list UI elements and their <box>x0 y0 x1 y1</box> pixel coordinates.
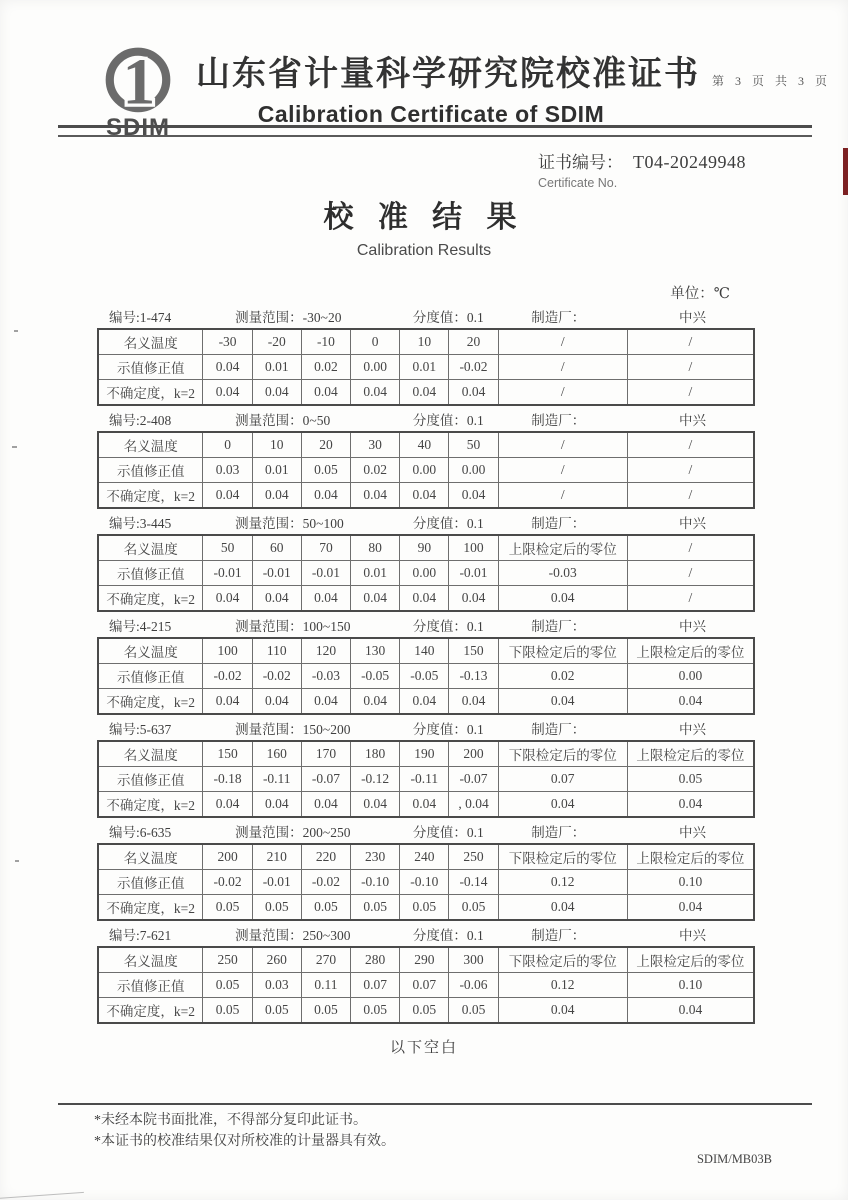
value-cell: 150 <box>203 741 252 767</box>
value-cell: 0.05 <box>400 998 449 1024</box>
row-label: 名义温度 <box>98 638 203 664</box>
value-cell: / <box>498 432 627 458</box>
value-cell: -0.01 <box>301 561 350 586</box>
value-cell: 0.04 <box>301 483 350 509</box>
value-cell: 50 <box>203 535 252 561</box>
calibration-table-block <box>97 715 755 818</box>
table-row <box>98 689 754 715</box>
value-cell: -0.06 <box>449 973 498 998</box>
table-meta-maker: 中兴 <box>678 927 706 943</box>
svg-text:1: 1 <box>122 46 156 119</box>
value-cell: 170 <box>301 741 350 767</box>
table-meta-division: 分度值：0.1 <box>412 824 484 840</box>
scan-mark <box>14 330 18 332</box>
value-cell: 0.04 <box>252 380 301 406</box>
value-cell: 0.04 <box>203 355 252 380</box>
value-cell: / <box>627 561 754 586</box>
value-cell: 0.04 <box>252 586 301 612</box>
value-cell: 0.02 <box>351 458 400 483</box>
table-meta <box>97 509 755 534</box>
document-title-en: Calibration Certificate of SDIM <box>257 101 605 127</box>
row-label: 名义温度 <box>98 844 203 870</box>
value-cell: -0.07 <box>449 767 498 792</box>
footnotes <box>94 1110 395 1152</box>
table-meta-maker: 中兴 <box>678 721 706 737</box>
table-meta <box>97 818 755 843</box>
value-cell: -0.07 <box>301 767 350 792</box>
value-cell: 0.05 <box>449 895 498 921</box>
calibration-table-block <box>97 818 755 921</box>
form-code: SDIM/MB03B <box>696 1152 772 1166</box>
table-row <box>98 844 754 870</box>
value-cell: -0.02 <box>301 870 350 895</box>
value-cell: 0.04 <box>252 792 301 818</box>
calibration-table <box>97 843 755 921</box>
table-row <box>98 535 754 561</box>
value-cell: 0.04 <box>301 586 350 612</box>
value-cell: -0.10 <box>351 870 400 895</box>
table-meta-division: 分度值：0.1 <box>412 515 484 531</box>
value-cell: 0.04 <box>449 380 498 406</box>
value-cell: 0 <box>203 432 252 458</box>
calibration-tables <box>97 303 755 1024</box>
value-cell: / <box>627 483 754 509</box>
table-meta-no: 编号:1-474 <box>109 309 172 325</box>
value-cell: -0.11 <box>252 767 301 792</box>
value-cell: / <box>498 483 627 509</box>
value-cell: / <box>627 458 754 483</box>
unit-label: 单位：℃ <box>670 286 730 302</box>
value-cell: 0.04 <box>498 895 627 921</box>
value-cell: 90 <box>400 535 449 561</box>
table-meta <box>97 406 755 431</box>
certificate-number-block <box>538 148 788 190</box>
calibration-table <box>97 431 755 509</box>
value-cell: 180 <box>351 741 400 767</box>
value-cell: 230 <box>351 844 400 870</box>
value-cell: 0.04 <box>498 689 627 715</box>
value-cell: 0.07 <box>351 973 400 998</box>
row-label: 名义温度 <box>98 535 203 561</box>
certificate-number-label: 证书编号： <box>538 153 623 172</box>
value-cell: 0.00 <box>400 561 449 586</box>
value-cell: -0.05 <box>351 664 400 689</box>
table-meta <box>97 715 755 740</box>
value-cell: 160 <box>252 741 301 767</box>
row-label: 示值修正值 <box>98 973 203 998</box>
sdim-logo-icon <box>92 38 184 120</box>
value-cell: 0.05 <box>351 895 400 921</box>
value-cell: 0.04 <box>400 483 449 509</box>
value-cell: 110 <box>252 638 301 664</box>
calibration-table <box>97 740 755 818</box>
value-cell: 0.04 <box>400 380 449 406</box>
value-cell: 120 <box>301 638 350 664</box>
value-cell: 270 <box>301 947 350 973</box>
value-cell: 20 <box>449 329 498 355</box>
scan-mark <box>0 1192 84 1199</box>
value-cell: / <box>627 329 754 355</box>
value-cell: 0.04 <box>301 792 350 818</box>
value-cell: 0.03 <box>203 458 252 483</box>
value-cell: 0.05 <box>203 895 252 921</box>
row-label: 名义温度 <box>98 329 203 355</box>
value-cell: 0.04 <box>351 586 400 612</box>
value-cell: 0.04 <box>627 792 754 818</box>
value-cell: 210 <box>252 844 301 870</box>
value-cell: 0.10 <box>627 973 754 998</box>
value-cell: 0.04 <box>252 483 301 509</box>
table-meta-maker: 中兴 <box>678 412 706 428</box>
table-meta-no: 编号:6-635 <box>109 824 172 840</box>
table-meta-maker-label: 制造厂： <box>531 618 586 634</box>
value-cell: 0.04 <box>498 586 627 612</box>
calibration-table <box>97 637 755 715</box>
table-row <box>98 870 754 895</box>
table-row <box>98 664 754 689</box>
value-cell: -0.03 <box>301 664 350 689</box>
value-cell: 190 <box>400 741 449 767</box>
value-cell: 0.01 <box>252 458 301 483</box>
value-cell: 20 <box>301 432 350 458</box>
value-cell: 0.04 <box>449 689 498 715</box>
value-cell: / <box>498 380 627 406</box>
value-cell: 0.04 <box>301 380 350 406</box>
value-cell: 0.00 <box>627 664 754 689</box>
table-meta-maker-label: 制造厂： <box>531 412 586 428</box>
value-cell: 100 <box>203 638 252 664</box>
value-cell: 0.04 <box>627 998 754 1024</box>
row-label: 不确定度，k=2 <box>98 792 203 818</box>
value-cell: 0.04 <box>203 689 252 715</box>
table-row <box>98 355 754 380</box>
row-label: 名义温度 <box>98 432 203 458</box>
row-label: 示值修正值 <box>98 664 203 689</box>
page-number-info: 第 3 页 共 3 页 <box>712 74 832 88</box>
calibration-table <box>97 946 755 1024</box>
blank-below-note: 以下空白 <box>389 1040 458 1056</box>
value-cell: 0.04 <box>203 483 252 509</box>
value-cell: 0.05 <box>400 895 449 921</box>
table-meta <box>97 921 755 946</box>
value-cell: 280 <box>351 947 400 973</box>
table-meta-range: 测量范围：150~200 <box>235 721 351 737</box>
table-row <box>98 586 754 612</box>
table-meta-range: 测量范围：100~150 <box>235 618 351 634</box>
table-meta-maker: 中兴 <box>678 515 706 531</box>
table-row <box>98 973 754 998</box>
table-row <box>98 767 754 792</box>
table-row <box>98 329 754 355</box>
scan-artifact-red-edge <box>843 148 848 195</box>
sdim-logo-text: SDIM <box>106 114 170 141</box>
table-row <box>98 380 754 406</box>
row-label: 不确定度，k=2 <box>98 380 203 406</box>
certificate-number-sublabel: Certificate No. <box>538 176 618 190</box>
value-cell: 0.05 <box>203 998 252 1024</box>
table-row <box>98 432 754 458</box>
row-label: 名义温度 <box>98 947 203 973</box>
row-label: 不确定度，k=2 <box>98 895 203 921</box>
value-cell: 0.11 <box>301 973 350 998</box>
value-cell: 0.04 <box>203 792 252 818</box>
value-cell: 0.04 <box>351 792 400 818</box>
value-cell: 140 <box>400 638 449 664</box>
table-row <box>98 458 754 483</box>
table-meta <box>97 612 755 637</box>
value-cell: 0.04 <box>301 689 350 715</box>
value-cell: 下限检定后的零位 <box>498 844 627 870</box>
table-row <box>98 947 754 973</box>
value-cell: 0.04 <box>449 586 498 612</box>
footnote-line: *未经本院书面批准，不得部分复印此证书。 <box>94 1113 367 1128</box>
table-meta-maker: 中兴 <box>678 618 706 634</box>
row-label: 示值修正值 <box>98 870 203 895</box>
calibration-table-block <box>97 612 755 715</box>
value-cell: 0.05 <box>351 998 400 1024</box>
value-cell: 10 <box>400 329 449 355</box>
value-cell: 50 <box>449 432 498 458</box>
value-cell: 0.02 <box>301 355 350 380</box>
section-title-en: Calibration Results <box>356 242 492 259</box>
row-label: 示值修正值 <box>98 767 203 792</box>
value-cell: 260 <box>252 947 301 973</box>
value-cell: / <box>627 380 754 406</box>
value-cell: 250 <box>203 947 252 973</box>
value-cell: 0.04 <box>400 586 449 612</box>
table-meta-no: 编号:4-215 <box>109 618 172 634</box>
value-cell: 0.04 <box>351 483 400 509</box>
value-cell: 0.04 <box>203 380 252 406</box>
value-cell: 240 <box>400 844 449 870</box>
value-cell: 290 <box>400 947 449 973</box>
value-cell: 0.05 <box>301 458 350 483</box>
value-cell: 0.05 <box>301 895 350 921</box>
row-label: 不确定度，k=2 <box>98 586 203 612</box>
value-cell: 0.00 <box>449 458 498 483</box>
certificate-number-value: T04-20249948 <box>633 152 746 172</box>
table-meta-maker: 中兴 <box>678 824 706 840</box>
table-meta-range: 测量范围：250~300 <box>235 927 351 943</box>
value-cell: -20 <box>252 329 301 355</box>
table-meta-division: 分度值：0.1 <box>412 721 484 737</box>
value-cell: 0.07 <box>400 973 449 998</box>
value-cell: 0.04 <box>627 689 754 715</box>
value-cell: -0.02 <box>203 664 252 689</box>
value-cell: 0.01 <box>252 355 301 380</box>
table-meta-range: 测量范围：-30~20 <box>235 309 342 325</box>
table-meta-maker-label: 制造厂： <box>531 309 586 325</box>
value-cell: -0.01 <box>449 561 498 586</box>
value-cell: -0.01 <box>252 870 301 895</box>
value-cell: / <box>498 458 627 483</box>
value-cell: 0.04 <box>252 689 301 715</box>
value-cell: -0.18 <box>203 767 252 792</box>
value-cell: 220 <box>301 844 350 870</box>
table-row <box>98 561 754 586</box>
value-cell: -0.03 <box>498 561 627 586</box>
value-cell: 0.01 <box>351 561 400 586</box>
value-cell: 0.04 <box>203 586 252 612</box>
table-row <box>98 998 754 1024</box>
value-cell: 0.04 <box>498 792 627 818</box>
table-row <box>98 741 754 767</box>
table-meta-division: 分度值：0.1 <box>412 412 484 428</box>
row-label: 示值修正值 <box>98 355 203 380</box>
value-cell: / <box>627 432 754 458</box>
value-cell: 0.04 <box>400 689 449 715</box>
value-cell: 100 <box>449 535 498 561</box>
value-cell: 0.12 <box>498 973 627 998</box>
table-meta-range: 测量范围：0~50 <box>235 412 331 428</box>
value-cell: 30 <box>351 432 400 458</box>
calibration-table-block <box>97 303 755 406</box>
table-meta-range: 测量范围：200~250 <box>235 824 351 840</box>
value-cell: -0.14 <box>449 870 498 895</box>
value-cell: 上限检定后的零位 <box>627 947 754 973</box>
value-cell: -30 <box>203 329 252 355</box>
row-label: 不确定度，k=2 <box>98 689 203 715</box>
value-cell: 0.05 <box>203 973 252 998</box>
value-cell: -0.05 <box>400 664 449 689</box>
value-cell: , 0.04 <box>449 792 498 818</box>
value-cell: -0.02 <box>203 870 252 895</box>
value-cell: 0.01 <box>400 355 449 380</box>
value-cell: 0.07 <box>498 767 627 792</box>
value-cell: 0.04 <box>449 483 498 509</box>
row-label: 不确定度，k=2 <box>98 998 203 1024</box>
value-cell: 200 <box>203 844 252 870</box>
value-cell: 10 <box>252 432 301 458</box>
value-cell: 0.04 <box>351 689 400 715</box>
value-cell: 130 <box>351 638 400 664</box>
value-cell: 70 <box>301 535 350 561</box>
value-cell: 0.05 <box>627 767 754 792</box>
value-cell: / <box>498 329 627 355</box>
row-label: 名义温度 <box>98 741 203 767</box>
table-meta-maker-label: 制造厂： <box>531 721 586 737</box>
value-cell: 上限检定后的零位 <box>498 535 627 561</box>
value-cell: 0.04 <box>627 895 754 921</box>
footer-divider <box>58 1103 812 1105</box>
calibration-table-block <box>97 509 755 612</box>
table-meta-no: 编号:5-637 <box>109 721 172 737</box>
value-cell: 下限检定后的零位 <box>498 741 627 767</box>
table-meta-no: 编号:3-445 <box>109 515 172 531</box>
value-cell: -10 <box>301 329 350 355</box>
value-cell: 下限检定后的零位 <box>498 638 627 664</box>
value-cell: 250 <box>449 844 498 870</box>
value-cell: -0.01 <box>203 561 252 586</box>
value-cell: -0.13 <box>449 664 498 689</box>
table-meta-division: 分度值：0.1 <box>412 618 484 634</box>
value-cell: 200 <box>449 741 498 767</box>
value-cell: 0 <box>351 329 400 355</box>
row-label: 不确定度，k=2 <box>98 483 203 509</box>
value-cell: 0.12 <box>498 870 627 895</box>
value-cell: 150 <box>449 638 498 664</box>
value-cell: 0.03 <box>252 973 301 998</box>
value-cell: 上限检定后的零位 <box>627 741 754 767</box>
table-meta <box>97 303 755 328</box>
document-title-cn: 山东省计量科学研究院校准证书 <box>196 55 700 93</box>
value-cell: / <box>627 355 754 380</box>
value-cell: -0.02 <box>252 664 301 689</box>
table-meta-maker-label: 制造厂： <box>531 927 586 943</box>
value-cell: 0.04 <box>400 792 449 818</box>
value-cell: -0.12 <box>351 767 400 792</box>
scan-mark <box>15 860 19 862</box>
footnote-line: *本证书的校准结果仅对所校准的计量器具有效。 <box>94 1134 395 1149</box>
value-cell: 0.05 <box>252 998 301 1024</box>
value-cell: -0.10 <box>400 870 449 895</box>
value-cell: / <box>498 355 627 380</box>
table-row <box>98 895 754 921</box>
calibration-table <box>97 328 755 406</box>
value-cell: 0.00 <box>400 458 449 483</box>
row-label: 示值修正值 <box>98 458 203 483</box>
table-meta-maker-label: 制造厂： <box>531 824 586 840</box>
value-cell: 0.00 <box>351 355 400 380</box>
table-meta-no: 编号:2-408 <box>109 412 172 428</box>
value-cell: -0.01 <box>252 561 301 586</box>
value-cell: 0.02 <box>498 664 627 689</box>
value-cell: 0.10 <box>627 870 754 895</box>
table-meta-range: 测量范围：50~100 <box>235 515 344 531</box>
value-cell: 0.04 <box>351 380 400 406</box>
table-meta-no: 编号:7-621 <box>109 927 172 943</box>
value-cell: 上限检定后的零位 <box>627 638 754 664</box>
section-title-cn: 校 准 结 果 <box>323 201 525 234</box>
table-meta-division: 分度值：0.1 <box>412 309 484 325</box>
scan-mark <box>12 446 17 448</box>
value-cell: / <box>627 586 754 612</box>
table-meta-maker: 中兴 <box>678 309 706 325</box>
section-title <box>0 192 848 260</box>
calibration-table-block <box>97 921 755 1024</box>
value-cell: 上限检定后的零位 <box>627 844 754 870</box>
table-meta-maker-label: 制造厂： <box>531 515 586 531</box>
row-label: 示值修正值 <box>98 561 203 586</box>
value-cell: 40 <box>400 432 449 458</box>
value-cell: 0.05 <box>301 998 350 1024</box>
value-cell: / <box>627 535 754 561</box>
value-cell: 80 <box>351 535 400 561</box>
header-divider <box>58 125 812 137</box>
value-cell: -0.02 <box>449 355 498 380</box>
value-cell: 0.04 <box>498 998 627 1024</box>
value-cell: 0.05 <box>252 895 301 921</box>
value-cell: 300 <box>449 947 498 973</box>
table-row <box>98 792 754 818</box>
calibration-table <box>97 534 755 612</box>
table-meta-division: 分度值：0.1 <box>412 927 484 943</box>
value-cell: 60 <box>252 535 301 561</box>
value-cell: -0.11 <box>400 767 449 792</box>
table-row <box>98 483 754 509</box>
calibration-table-block <box>97 406 755 509</box>
table-row <box>98 638 754 664</box>
value-cell: 0.05 <box>449 998 498 1024</box>
value-cell: 下限检定后的零位 <box>498 947 627 973</box>
